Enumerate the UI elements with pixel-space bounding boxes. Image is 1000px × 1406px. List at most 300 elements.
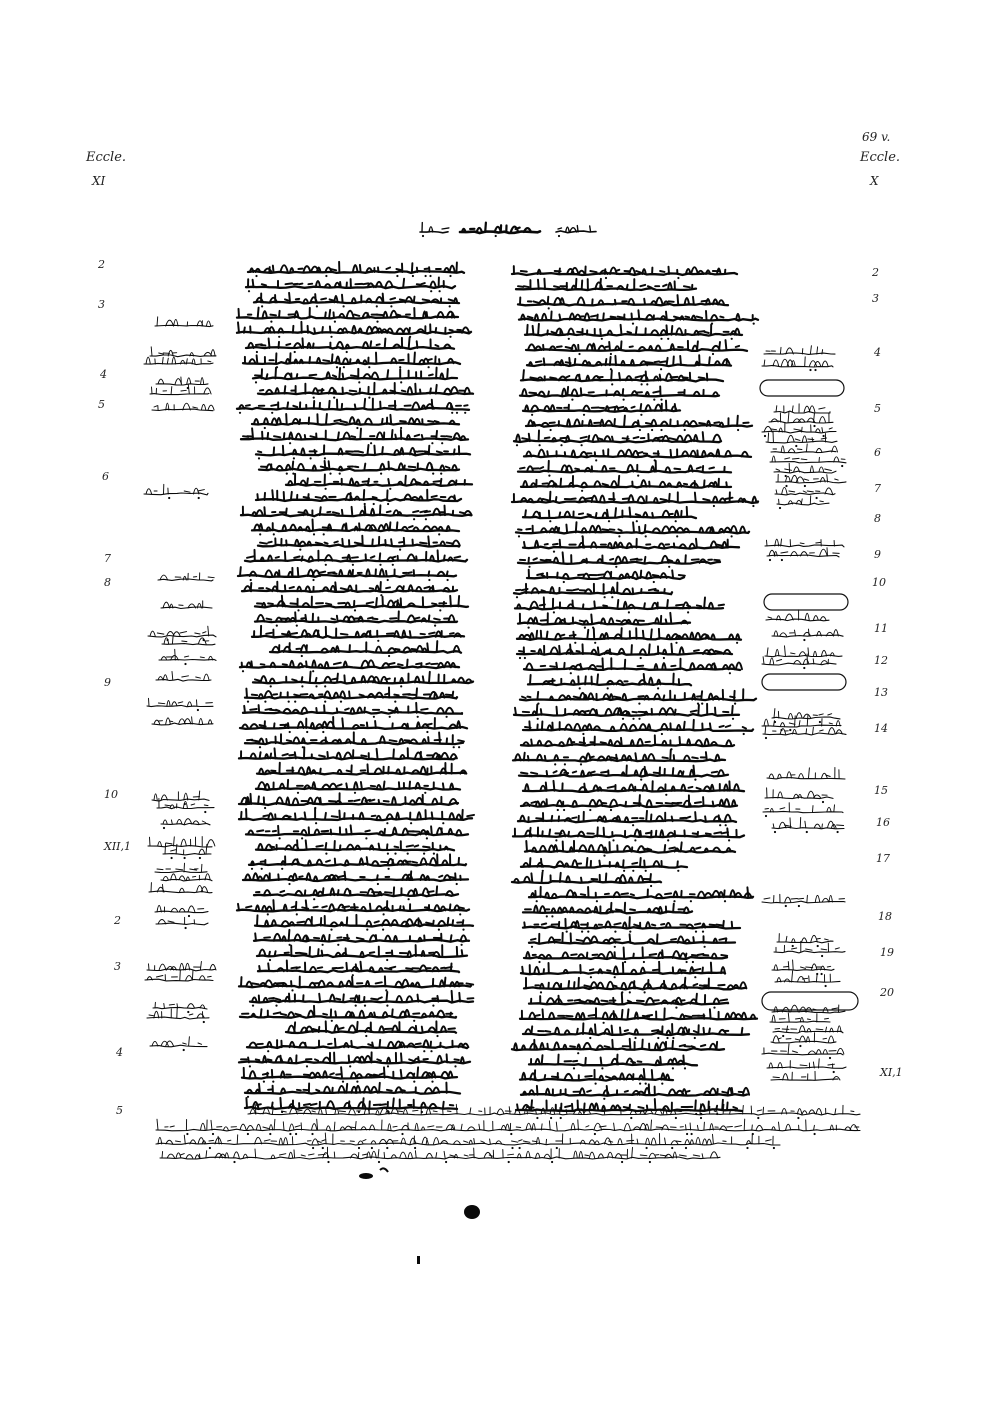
script-glyph [490,1139,491,1144]
script-glyph [638,1107,643,1108]
script-glyph [315,1059,318,1060]
script-glyph [285,386,286,394]
script-glyph [399,782,400,789]
script-glyph [319,755,325,756]
script-glyph [638,1061,642,1062]
script-glyph [564,773,568,774]
script-glyph [452,920,453,926]
script-glyph [406,919,414,926]
script-glyph [583,604,584,608]
script-glyph [224,1127,229,1130]
script-dot [510,1133,512,1135]
script-stroke [245,697,457,699]
script-glyph [334,542,337,543]
script-stroke [773,1031,843,1033]
script-glyph [170,1126,174,1127]
script-glyph [192,970,193,980]
script-glyph [368,479,369,485]
script-stroke [160,1157,720,1159]
script-dot [528,627,530,629]
script-glyph [372,539,373,545]
right-verse-number: 5 [874,402,881,415]
script-dot [336,366,338,368]
script-glyph [467,815,474,816]
script-glyph [527,697,530,698]
script-glyph [566,1016,573,1017]
script-glyph [257,830,263,831]
script-glyph [614,1123,615,1130]
script-glyph [384,1067,385,1077]
script-glyph [450,266,455,272]
script-glyph [199,849,205,854]
left-header-chapter: XI [92,174,106,188]
script-glyph [633,522,634,532]
script-glyph [468,1127,475,1130]
script-glyph [294,1022,295,1032]
script-glyph [798,898,804,899]
script-glyph [789,713,793,718]
script-glyph [455,1059,459,1060]
script-dot [358,381,360,383]
script-dot [325,275,327,277]
script-glyph [554,781,555,791]
script-glyph [440,465,444,469]
script-dot [713,505,715,507]
script-glyph [367,857,368,865]
script-glyph [706,752,707,760]
script-dot [293,457,295,459]
script-glyph [802,436,807,442]
script-dot [734,703,736,705]
ink-blot [464,1205,480,1219]
script-glyph [163,876,168,880]
script-dot [322,731,324,733]
script-glyph [578,978,579,989]
script-glyph [320,798,321,804]
script-glyph [270,315,276,316]
script-glyph [432,812,433,819]
left-verse-number: 9 [104,676,111,689]
script-glyph [576,279,577,289]
script-dot [425,518,427,520]
script-glyph [764,719,768,726]
script-glyph [624,1107,629,1108]
script-dot [289,731,291,733]
script-dot [430,290,432,292]
script-glyph [677,436,683,441]
script-stroke [148,635,216,637]
script-glyph [259,739,264,744]
script-dot [270,321,272,323]
script-glyph [541,709,542,715]
script-stroke [518,623,690,625]
script-glyph [305,615,306,622]
script-dot [310,457,312,459]
script-glyph [806,949,813,950]
script-glyph [726,939,727,943]
script-glyph [701,691,702,699]
script-dot [665,794,667,796]
script-glyph [274,723,275,728]
script-glyph [558,228,562,229]
script-glyph [449,299,453,300]
script-glyph [720,1000,727,1001]
script-glyph [450,1013,451,1017]
script-dot [583,414,585,416]
script-dot [251,868,253,870]
script-glyph [632,407,635,408]
script-glyph [395,435,396,440]
script-glyph [415,845,419,846]
script-stroke [241,438,468,440]
script-glyph [637,452,642,453]
script-glyph [447,1054,448,1062]
script-glyph [666,312,667,320]
script-dot [275,1005,277,1007]
script-glyph [801,459,807,460]
script-glyph [687,605,690,606]
script-glyph [325,843,326,850]
script-glyph [184,863,185,872]
script-glyph [361,782,362,789]
script-stroke [767,778,845,779]
script-glyph [292,679,297,680]
script-glyph [541,631,542,639]
script-glyph [288,1012,295,1017]
script-glyph [788,449,794,452]
script-glyph [401,1090,405,1091]
script-glyph [437,708,444,713]
script-dot [449,275,451,277]
script-glyph [814,1125,815,1130]
script-dot [700,1117,702,1119]
script-glyph [382,419,383,424]
script-glyph [181,390,186,391]
script-glyph [272,1103,273,1109]
script-glyph [150,837,151,846]
script-glyph [596,513,597,517]
script-glyph [423,847,430,848]
script-glyph [387,1058,390,1063]
script-stroke [250,1001,473,1003]
script-glyph [246,1098,247,1108]
script-glyph [404,538,405,546]
script-glyph [573,772,576,773]
script-dot [571,399,573,401]
script-glyph [370,800,375,801]
script-dot [550,429,552,431]
script-glyph [713,1134,714,1144]
script-glyph [782,487,787,494]
script-glyph [822,361,828,366]
script-glyph [615,508,616,517]
footnote-block [156,1103,860,1163]
script-glyph [523,1141,530,1142]
script-glyph [508,1154,514,1155]
script-glyph [416,664,420,665]
script-glyph [627,332,631,333]
script-glyph [538,450,545,457]
script-dot [333,397,335,399]
script-glyph [293,406,297,407]
right-verse-number: 16 [876,816,890,829]
script-glyph [627,1140,634,1141]
script-glyph [583,574,589,578]
script-glyph [282,596,283,607]
script-glyph [516,228,520,229]
script-glyph [202,821,205,823]
script-glyph [416,1044,421,1045]
script-dot [330,929,332,931]
script-glyph [401,1070,402,1078]
script-glyph [616,755,617,761]
script-glyph [400,299,405,300]
script-glyph [765,726,766,734]
script-glyph [276,557,279,558]
script-glyph [462,950,463,956]
script-glyph [803,659,809,664]
script-glyph [298,1110,302,1111]
script-glyph [339,1111,345,1112]
script-stroke [518,471,731,473]
script-dot [551,1161,553,1163]
script-dot [610,353,612,355]
script-glyph [211,350,215,356]
script-glyph [454,449,455,454]
script-glyph [259,966,260,971]
script-dot [671,1147,673,1149]
script-glyph [436,431,437,439]
script-glyph [785,458,790,459]
script-dot [823,435,825,437]
script-glyph [310,672,311,683]
script-glyph [556,1122,557,1130]
script-dot [595,1083,597,1085]
script-glyph [265,493,266,500]
script-dot [377,883,379,885]
script-glyph [409,526,413,527]
script-glyph [319,981,325,987]
script-glyph [339,368,340,378]
left-verse-number: 4 [100,368,107,381]
script-glyph [828,1036,834,1042]
script-glyph [535,314,538,319]
script-glyph [725,815,731,822]
script-dot [667,839,669,841]
script-glyph [582,281,583,290]
script-glyph [314,907,318,908]
script-dot [694,1037,696,1039]
script-dot [551,915,553,917]
script-glyph [320,769,321,774]
script-glyph [351,708,355,713]
script-glyph [531,802,536,803]
script-glyph [428,421,433,422]
script-stroke [159,659,216,660]
script-glyph [680,647,684,654]
script-glyph [637,1001,644,1002]
script-dot [425,275,427,277]
script-glyph [789,723,795,724]
script-dot [340,701,342,703]
script-glyph [547,771,548,776]
script-glyph [175,649,176,660]
script-dot [279,837,281,839]
script-glyph [544,358,545,365]
script-stroke [774,471,836,473]
script-glyph [672,326,673,335]
script-glyph [718,985,724,986]
script-glyph [610,800,618,806]
script-glyph [157,869,163,870]
script-glyph [323,1014,327,1015]
script-glyph [318,967,323,968]
script-glyph [589,1015,596,1016]
script-stroke [520,699,756,701]
script-glyph [577,297,584,304]
script-glyph [414,297,415,303]
script-glyph [418,1057,419,1062]
script-glyph [358,1153,359,1159]
script-glyph [392,860,393,865]
script-dot [322,1147,324,1149]
script-glyph [250,1071,256,1077]
script-glyph [805,357,806,366]
script-glyph [665,893,671,894]
script-dot [833,1071,835,1073]
script-glyph [516,1127,521,1128]
script-glyph [694,766,695,776]
script-glyph [636,514,640,515]
script-glyph [552,332,556,333]
script-dot [667,338,669,340]
script-glyph [393,749,394,758]
script-glyph [640,831,641,836]
script-glyph [534,301,539,302]
script-glyph [439,733,440,744]
script-glyph [376,598,377,606]
script-glyph [815,362,821,367]
script-glyph [432,496,437,497]
script-dot [719,824,721,826]
script-glyph [283,1122,284,1130]
script-glyph [256,510,263,515]
script-glyph [355,1122,356,1131]
script-glyph [598,438,602,439]
script-stroke [772,717,840,719]
script-glyph [580,1088,585,1095]
script-glyph [201,864,202,872]
script-glyph [544,969,545,973]
script-glyph [823,1038,827,1039]
script-glyph [615,406,619,411]
script-glyph [461,1057,464,1062]
script-glyph [704,480,705,487]
script-stroke [161,607,212,609]
script-glyph [676,1141,682,1142]
script-glyph [536,818,543,819]
script-glyph [716,1106,717,1110]
script-glyph [586,1126,589,1127]
script-glyph [624,416,625,426]
script-glyph [610,559,613,560]
script-glyph [560,540,561,548]
script-glyph [366,921,371,926]
script-glyph [691,1046,694,1047]
script-stroke [519,775,728,777]
script-glyph [783,1074,788,1080]
script-glyph [634,437,639,438]
script-glyph [412,402,419,408]
script-glyph [829,723,832,724]
script-glyph [604,828,605,837]
script-glyph [522,967,523,974]
script-glyph [628,495,633,502]
script-glyph [241,977,242,986]
script-glyph [684,286,690,287]
script-dot [614,931,616,933]
script-glyph [734,691,735,700]
script-glyph [325,461,326,470]
script-dot [553,611,555,613]
script-dot [312,670,314,672]
script-dot [632,870,634,872]
script-glyph [362,739,366,743]
script-glyph [547,998,555,1004]
script-stroke [777,503,829,505]
script-dot [508,1161,510,1163]
script-glyph [316,846,322,847]
script-glyph [269,339,270,349]
script-glyph [308,494,309,500]
script-glyph [319,572,326,573]
script-glyph [520,468,525,469]
script-glyph [355,995,359,1001]
script-glyph [665,467,670,471]
script-dot [743,733,745,735]
script-glyph [675,710,676,715]
script-glyph [790,818,791,828]
script-glyph [180,963,184,970]
script-dot [603,1022,605,1024]
script-glyph [374,1013,375,1017]
script-glyph [686,1091,689,1092]
script-glyph [240,567,241,576]
script-glyph [621,983,626,989]
script-glyph [618,600,619,608]
script-dot [426,731,428,733]
script-glyph [331,830,332,835]
script-glyph [788,411,789,422]
script-glyph [390,522,391,530]
script-glyph [445,506,446,516]
script-glyph [370,952,375,953]
script-dot [814,369,816,371]
script-dot [312,579,314,581]
script-glyph [349,1056,350,1063]
script-glyph [683,377,688,378]
script-glyph [638,310,639,319]
script-glyph [303,338,304,348]
script-glyph [255,1149,256,1158]
script-glyph [690,632,693,638]
script-glyph [250,709,257,710]
script-glyph [553,983,560,989]
script-glyph [655,1043,659,1049]
script-dot [663,657,665,659]
script-glyph [603,450,604,456]
script-glyph [594,925,597,928]
